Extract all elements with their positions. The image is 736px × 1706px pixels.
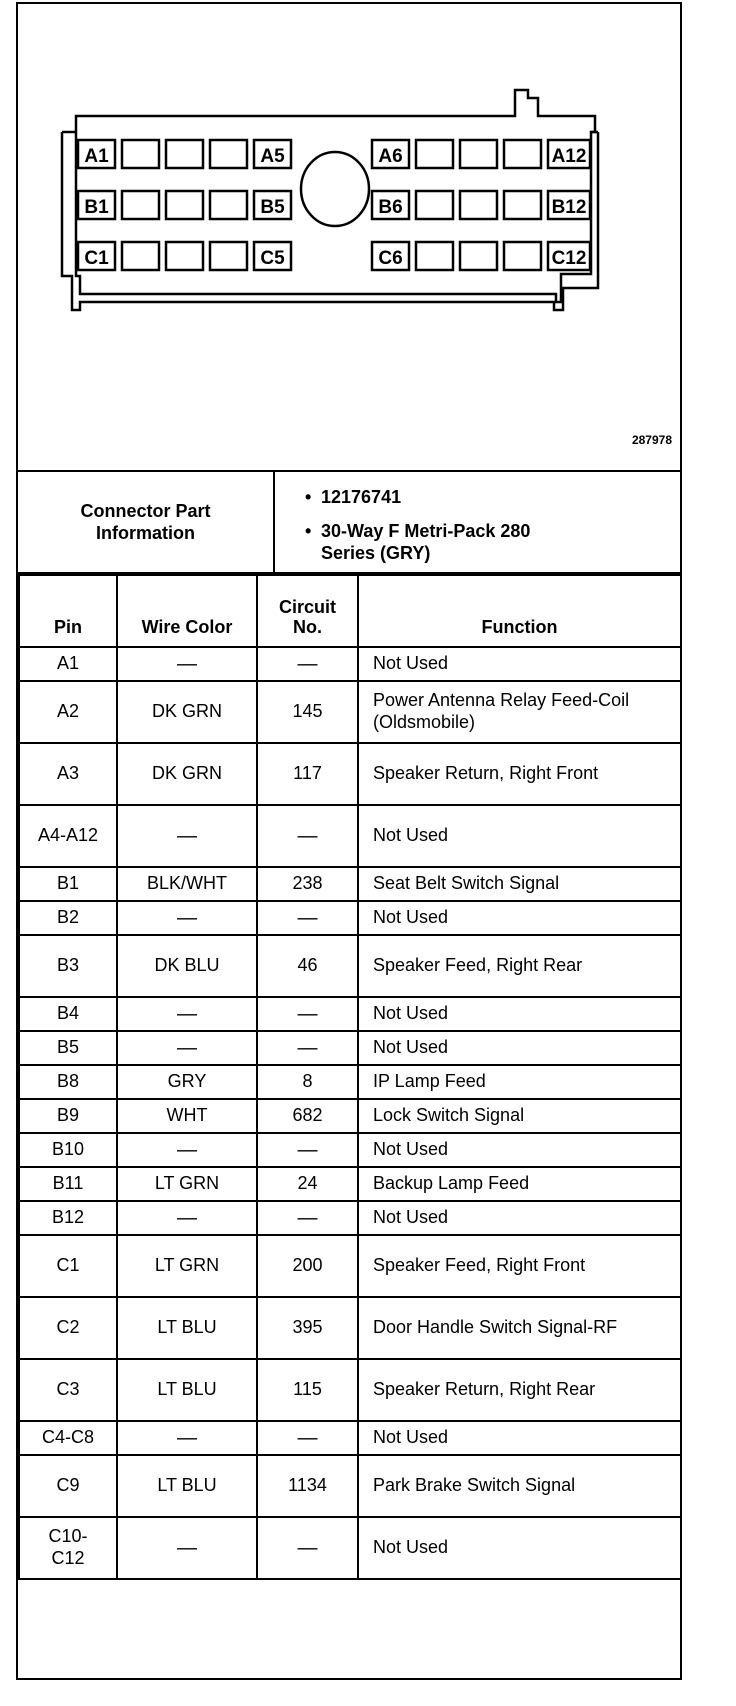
- cell-circuit: 682: [257, 1099, 358, 1133]
- cavity-label-c12: C12: [551, 248, 587, 269]
- cavity-a4: [210, 140, 247, 168]
- table-row: [19, 1235, 681, 1297]
- table-row: [19, 1455, 681, 1517]
- cell-pin: B4: [19, 997, 117, 1031]
- cell-wire: LT GRN: [117, 1235, 257, 1297]
- cell-function: Not Used: [358, 1031, 681, 1065]
- connector-part-info: [18, 470, 680, 574]
- cavity-c9: [504, 242, 541, 270]
- cell-circuit: —: [257, 901, 358, 935]
- cell-circuit: 115: [257, 1359, 358, 1421]
- pinout-table-body: [19, 647, 681, 1579]
- cell-wire: GRY: [117, 1065, 257, 1099]
- cell-pin: C4-C8: [19, 1421, 117, 1455]
- cell-circuit: —: [257, 1133, 358, 1167]
- cell-function: Speaker Return, Right Rear: [358, 1359, 681, 1421]
- cavity-a9: [504, 140, 541, 168]
- cavity-label-b6: B6: [378, 197, 403, 218]
- cell-wire: WHT: [117, 1099, 257, 1133]
- connector-shell: [62, 132, 598, 310]
- cell-wire: —: [117, 805, 257, 867]
- cell-circuit: 395: [257, 1297, 358, 1359]
- cell-function: Not Used: [358, 647, 681, 681]
- cavity-label-b12: B12: [551, 197, 587, 218]
- pinout-table: [18, 574, 682, 1580]
- cell-pin: B8: [19, 1065, 117, 1099]
- table-row: [19, 997, 681, 1031]
- cavity-c2: [122, 242, 159, 270]
- cell-function: Speaker Feed, Right Rear: [358, 935, 681, 997]
- table-row: [19, 743, 681, 805]
- table-row: [19, 901, 681, 935]
- cell-wire: DK GRN: [117, 743, 257, 805]
- cell-wire: LT GRN: [117, 1167, 257, 1201]
- cavity-label-b1: B1: [84, 197, 109, 218]
- cavity-b4: [210, 191, 247, 219]
- header-function: Function: [358, 575, 681, 647]
- cell-circuit: —: [257, 1201, 358, 1235]
- connector-face-drawing: [18, 4, 680, 450]
- cell-pin: B9: [19, 1099, 117, 1133]
- cell-circuit: —: [257, 1517, 358, 1579]
- cell-circuit: —: [257, 1421, 358, 1455]
- cavity-b9: [504, 191, 541, 219]
- part-info-label: [18, 472, 275, 572]
- cell-function: Not Used: [358, 901, 681, 935]
- cell-circuit: —: [257, 805, 358, 867]
- figure-id: 287978: [631, 433, 672, 447]
- cell-pin: A1: [19, 647, 117, 681]
- table-row: [19, 1031, 681, 1065]
- table-row: [19, 805, 681, 867]
- cell-pin: C1: [19, 1235, 117, 1297]
- cavity-a3: [166, 140, 203, 168]
- cell-pin: B2: [19, 901, 117, 935]
- cell-function: IP Lamp Feed: [358, 1065, 681, 1099]
- cell-pin: A2: [19, 681, 117, 743]
- cell-function: Backup Lamp Feed: [358, 1167, 681, 1201]
- cavity-label-c5: C5: [260, 248, 285, 269]
- cell-pin: C9: [19, 1455, 117, 1517]
- cavity-a8: [460, 140, 497, 168]
- cell-wire: LT BLU: [117, 1455, 257, 1517]
- cell-circuit: 200: [257, 1235, 358, 1297]
- cell-function: Seat Belt Switch Signal: [358, 867, 681, 901]
- cell-function: Door Handle Switch Signal-RF: [358, 1297, 681, 1359]
- cell-function: Not Used: [358, 997, 681, 1031]
- cell-function: Power Antenna Relay Feed-Coil (Oldsmobile): [358, 681, 681, 743]
- cell-wire: —: [117, 647, 257, 681]
- table-row: [19, 935, 681, 997]
- cell-pin: C10-C12: [19, 1517, 117, 1579]
- table-row: [19, 647, 681, 681]
- cell-circuit: 1134: [257, 1455, 358, 1517]
- table-row: [19, 1297, 681, 1359]
- cell-wire: —: [117, 901, 257, 935]
- cavity-label-a1: A1: [84, 146, 109, 167]
- cavity-b3: [166, 191, 203, 219]
- cell-function: Speaker Feed, Right Front: [358, 1235, 681, 1297]
- cell-pin: A4-A12: [19, 805, 117, 867]
- cavity-b7: [416, 191, 453, 219]
- header-pin: Pin: [19, 575, 117, 647]
- cell-function: Not Used: [358, 1133, 681, 1167]
- cell-circuit: 8: [257, 1065, 358, 1099]
- cavity-b2: [122, 191, 159, 219]
- cell-wire: —: [117, 1421, 257, 1455]
- cavity-c4: [210, 242, 247, 270]
- cell-function: Not Used: [358, 1517, 681, 1579]
- cell-pin: C3: [19, 1359, 117, 1421]
- cavity-b8: [460, 191, 497, 219]
- cell-wire: —: [117, 1201, 257, 1235]
- header-circuit: Circuit No.: [257, 575, 358, 647]
- cell-function: Not Used: [358, 1421, 681, 1455]
- cell-wire: LT BLU: [117, 1359, 257, 1421]
- cavity-label-a12: A12: [551, 146, 587, 167]
- cell-circuit: 24: [257, 1167, 358, 1201]
- cell-function: Not Used: [358, 1201, 681, 1235]
- cell-pin: C2: [19, 1297, 117, 1359]
- table-row: [19, 1359, 681, 1421]
- cell-circuit: 238: [257, 867, 358, 901]
- cell-circuit: —: [257, 1031, 358, 1065]
- table-row: [19, 1201, 681, 1235]
- cavity-c7: [416, 242, 453, 270]
- part-description: • 30-Way F Metri-Pack 280 Series (GRY): [305, 520, 551, 565]
- connector-diagram: [18, 4, 680, 450]
- cell-circuit: 145: [257, 681, 358, 743]
- cell-wire: DK GRN: [117, 681, 257, 743]
- cavity-label-a5: A5: [260, 146, 285, 167]
- cell-pin: B5: [19, 1031, 117, 1065]
- connector-key-hole: [301, 152, 369, 226]
- cavity-label-a6: A6: [378, 146, 403, 167]
- cell-wire: —: [117, 1517, 257, 1579]
- cavity-c8: [460, 242, 497, 270]
- cell-pin: B10: [19, 1133, 117, 1167]
- table-row: [19, 1167, 681, 1201]
- cell-pin: B12: [19, 1201, 117, 1235]
- cell-wire: —: [117, 997, 257, 1031]
- cell-function: Speaker Return, Right Front: [358, 743, 681, 805]
- cell-wire: —: [117, 1133, 257, 1167]
- cell-pin: B1: [19, 867, 117, 901]
- cell-wire: LT BLU: [117, 1297, 257, 1359]
- table-row: [19, 1133, 681, 1167]
- cell-pin: A3: [19, 743, 117, 805]
- table-row: [19, 681, 681, 743]
- pinout-table-wrap: [18, 574, 680, 1580]
- cavity-label-c6: C6: [378, 248, 403, 269]
- table-row: [19, 867, 681, 901]
- cavity-c3: [166, 242, 203, 270]
- table-row: [19, 1065, 681, 1099]
- cell-circuit: 117: [257, 743, 358, 805]
- cell-circuit: —: [257, 997, 358, 1031]
- table-row: [19, 1099, 681, 1133]
- cell-function: Park Brake Switch Signal: [358, 1455, 681, 1517]
- cell-wire: —: [117, 1031, 257, 1065]
- cell-wire: BLK/WHT: [117, 867, 257, 901]
- cavity-a2: [122, 140, 159, 168]
- cavity-a7: [416, 140, 453, 168]
- cell-wire: DK BLU: [117, 935, 257, 997]
- cavity-label-c1: C1: [84, 248, 109, 269]
- pinout-table-header: [19, 575, 681, 647]
- table-row: [19, 1421, 681, 1455]
- cell-circuit: 46: [257, 935, 358, 997]
- cell-circuit: —: [257, 647, 358, 681]
- part-info-values: [275, 472, 680, 572]
- cavity-label-b5: B5: [260, 197, 285, 218]
- part-number: • 12176741: [305, 486, 680, 509]
- table-row: [19, 1517, 681, 1579]
- cell-pin: B11: [19, 1167, 117, 1201]
- cell-function: Lock Switch Signal: [358, 1099, 681, 1133]
- cell-pin: B3: [19, 935, 117, 997]
- part-info-label-text: Connector Part Information: [80, 500, 211, 543]
- header-wire-color: Wire Color: [117, 575, 257, 647]
- cell-function: Not Used: [358, 805, 681, 867]
- connector-sheet: [16, 2, 682, 1680]
